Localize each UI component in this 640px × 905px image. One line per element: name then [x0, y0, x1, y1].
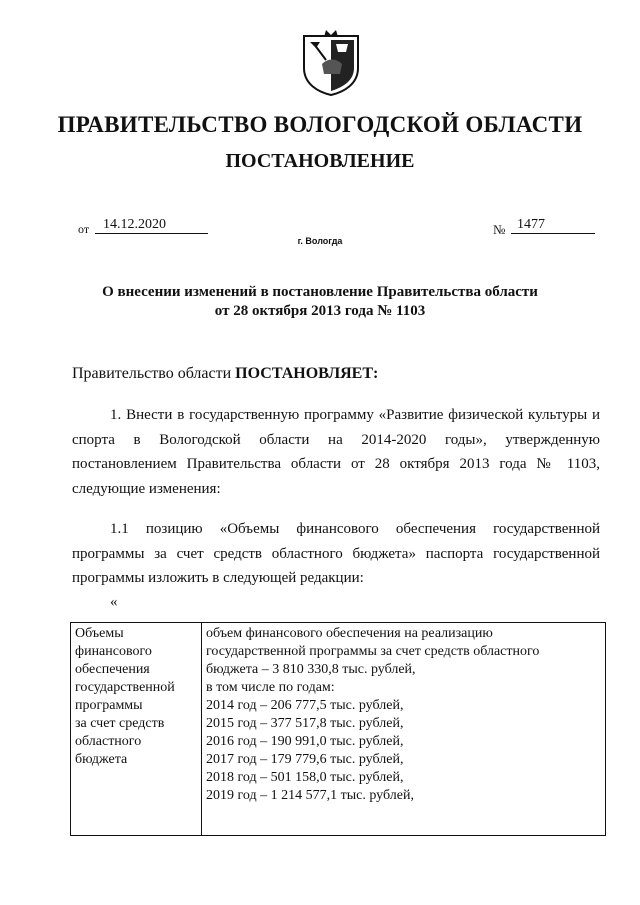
document-date: 14.12.2020: [95, 217, 208, 234]
label-line: за счет средств: [75, 716, 165, 731]
heading-line-1: О внесении изменений в постановление Правительства области: [102, 284, 538, 300]
label-line: бюджета: [75, 752, 128, 767]
value-line: 2015 год – 377 517,8 тыс. рублей,: [206, 716, 404, 731]
value-line: объем финансового обеспечения на реализацию: [206, 626, 493, 641]
value-line: 2019 год – 1 214 577,1 тыс. рублей,: [206, 788, 414, 803]
heading-line-2: от 28 октября 2013 года № 1103: [214, 303, 426, 319]
opening-quote: «: [110, 594, 118, 610]
value-line: 2017 год – 179 779,6 тыс. рублей,: [206, 752, 404, 767]
financing-table: [70, 622, 606, 836]
table-cell-value: [202, 623, 606, 836]
preamble-decree: ПОСТАНОВЛЯЕТ:: [235, 365, 379, 382]
date-label: от: [78, 222, 90, 236]
label-line: программы: [75, 698, 143, 713]
paragraph-1-1: 1.1 позицию «Объемы финансового обеспечения государственной программы за счет средств областного бюджета» паспорта государственной программы изложить в следующей редакции:: [72, 521, 600, 586]
table-row: [71, 623, 606, 836]
number-label: №: [493, 222, 506, 237]
document-number: 1477: [511, 217, 595, 234]
label-line: обеспечения: [75, 662, 150, 677]
value-line: государственной программы за счет средств областного: [206, 644, 540, 659]
city-label: г. Вологда: [297, 236, 343, 246]
value-line: 2014 год – 206 777,5 тыс. рублей,: [206, 698, 404, 713]
value-line: 2016 год – 190 991,0 тыс. рублей,: [206, 734, 404, 749]
label-line: финансового: [75, 644, 152, 659]
value-line: бюджета – 3 810 330,8 тыс. рублей,: [206, 662, 416, 677]
preamble-text: Правительство области: [72, 365, 236, 382]
table-cell-label: [71, 623, 202, 836]
label-line: Объемы: [75, 626, 124, 641]
value-line: 2018 год – 501 158,0 тыс. рублей,: [206, 770, 404, 785]
value-line: в том числе по годам:: [206, 680, 335, 695]
vologda-coat-of-arms-icon: [300, 30, 362, 96]
government-title: ПРАВИТЕЛЬСТВО ВОЛОГОДСКОЙ ОБЛАСТИ: [57, 112, 583, 137]
preamble: [72, 365, 378, 383]
document-heading: [0, 283, 640, 321]
document-type: ПОСТАНОВЛЕНИЕ: [225, 150, 415, 172]
paragraph-1: 1. Внести в государственную программу «Развитие физической культуры и спорта в Вологодской области на 2014-2020 годы», утвержденную постановлением Правительства области от 28 октября 2013 года № 1103, следующие изменения:: [72, 407, 600, 497]
label-line: государственной: [75, 680, 175, 695]
label-line: областного: [75, 734, 142, 749]
